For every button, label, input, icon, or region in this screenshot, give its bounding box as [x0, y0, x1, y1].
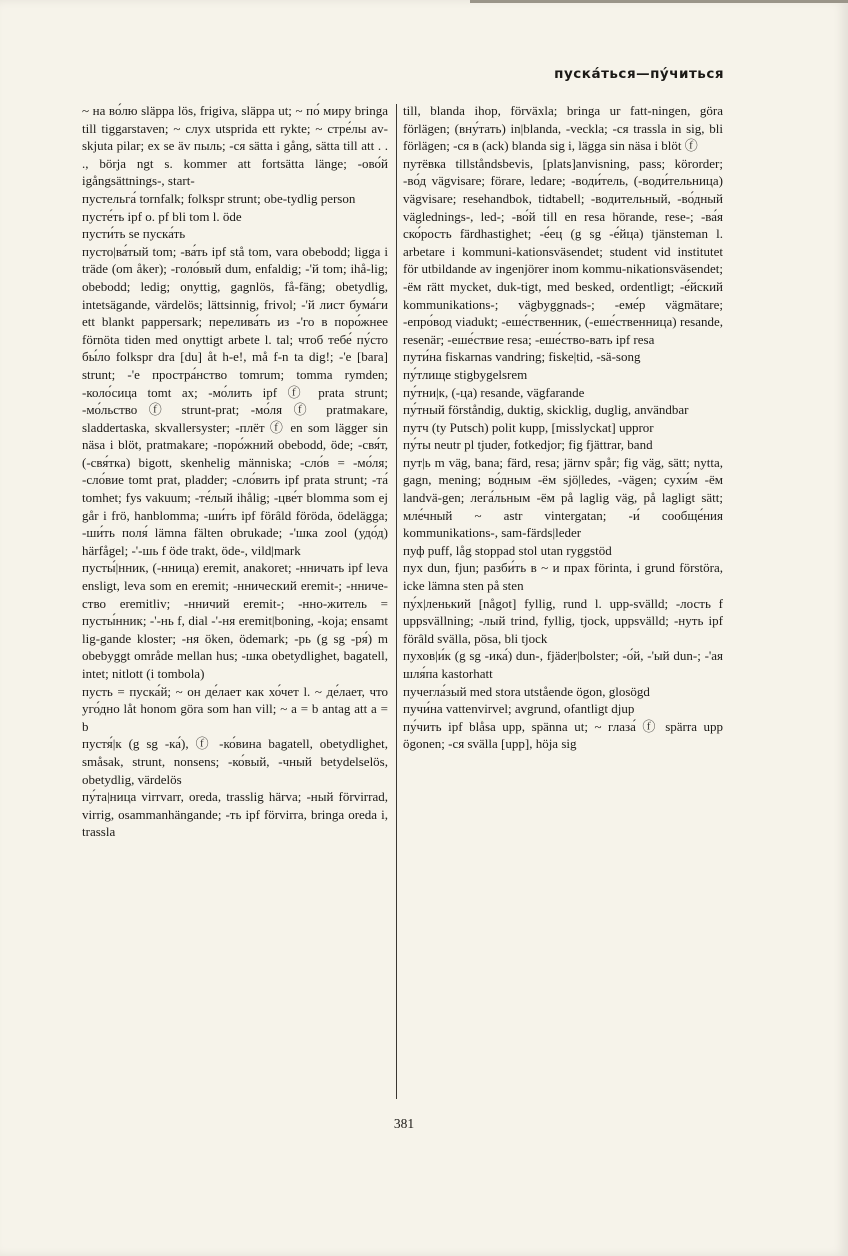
dictionary-entry: пусте́ть ipf o. pf bli tom l. öde — [82, 208, 242, 224]
dictionary-entry: путч (ty Putsch) polit kupp, [misslyckat] uppror — [403, 419, 654, 435]
dictionary-entry: пустя́|к (g sg -ка́), ⓕ -ко́вина bagatell, obetydlighet, småsak, strunt, nonsens; -ко́вый, -чный betydelselös, obetydlig, värdelös — [82, 736, 388, 787]
dictionary-entry: пу́х|ленький [något] fyllig, rund l. upp-svälld; -лость f uppsvällning; -лый trind, fyllig, tjock, uppsvälld; -нуть ipf förâld svälla, pösa, bli tjock — [403, 595, 723, 646]
dictionary-entry: пустельга́ tornfalk; folkspr strunt; obe-tydlig person — [82, 190, 356, 206]
page-top-edge — [470, 0, 848, 3]
dictionary-entry: пух dun, fjun; разби́ть в ~ и прах förinta, i grund förstöra, icke lämna sten på sten — [403, 560, 723, 594]
running-head: пуска́ться—пу́читься — [554, 66, 724, 82]
dictionary-entry: пусты́|нник, (-нница) eremit, anakoret; -нничать ipf leva ensligt, leva som en eremit; -ннический eremit-; -нниче-ство eremitliv; -нничий eremit-; -нно-житель = пусты́нник; -'-нь f, dial -'-ня eremit|boning, -koja; ensamt lig-gande kloster; -ня öken, ödemark; -рь (g sg -ря́) m obebyggt område mellan hus; -шка obetydlighet, bagatell, intet; nitlott (i tombola) — [82, 560, 388, 681]
left-column — [82, 102, 388, 841]
dictionary-entry: пу́ты neutr pl tjuder, fotkedjor; fig fjättrar, band — [403, 437, 653, 453]
right-column — [403, 102, 723, 753]
column-divider — [396, 104, 397, 1099]
dictionary-entry: пу́чить ipf blåsa upp, spänna ut; ~ глаза́ ⓕ spärra upp ögonen; -ся svälla [upp], höja sig — [403, 718, 723, 752]
dictionary-entry: till, blanda ihop, förväxla; bringa ur fatt-ningen, göra förlägen; (вну́тать) in|blanda, -veckla; -ся trassla in sig, bli förlägen; -ся в (ack) blanda sig i, lägga sin näsa i blöt ⓕ — [403, 103, 723, 154]
dictionary-entry: пучи́на vattenvirvel; avgrund, ofantligt djup — [403, 701, 635, 717]
dictionary-entry: пусти́ть se пуска́ть — [82, 226, 186, 242]
page-number: 381 — [393, 1116, 415, 1131]
dictionary-entry: ~ на во́лю släppa lös, frigiva, släppa ut; ~ по́ миру bringa till tiggarstaven; ~ слух utsprida ett rykte; ~ стре́лы av-skjuta pilar; ex se äv пыль; -ся sätta i gång, sätta till att . . ., börja ngt s. kommer att fortsätta länge; -ово́й igångsättnings-, start- — [82, 103, 388, 189]
dictionary-entry: пуф puff, låg stoppad stol utan ryggstöd — [403, 542, 612, 558]
dictionary-entry: пусть = пуска́й; ~ он де́лает как хо́чет l. ~ де́лает, что уго́дно låt honom göra som han vill; ~ a = b antag att a = b — [82, 683, 388, 734]
dictionary-entry: пу́тлище stigbygelsrem — [403, 366, 528, 382]
dictionary-entry: пут|ь m väg, bana; färd, resa; järnv spår; fig väg, sätt; nytta, gagn, mening; во́дным -ём sjö|ledes, -vägen; сухи́м -ём landvä-gen; лега́льным -ём på laglig väg, på lagligt sätt; мле́чный ~ astr vintergatan; -и́ сообще́ния kommunikations-, sam-färds|leder — [403, 454, 723, 541]
dictionary-entry: пути́на fiskarnas vandring; fiske|tid, -sä-song — [403, 349, 641, 365]
dictionary-entry: пу́та|ница virrvarr, oreda, trasslig härva; -ный förvirrad, virrig, osammanhängande; -ть ipf förvirra, bringa oreda i, trassla — [82, 789, 388, 840]
dictionary-entry: пусто|ва́тый tom; -ва́ть ipf stå tom, vara obebodd; ligga i träde (om åker); -голо́вый dum, enfaldig; -'й tom; ihå-lig; obebodd; ledig; onyttig, gagnlös, få-fäng; obetydlig, intetsägande, värdelös; lättsinnig, frivol; -'й лист бума́ги ett blankt pappersark; перелива́ть из -'го в поро́жнее förnöta tiden med onyttigt arbete l. tal; чтоб тебе́ пу́сто бы́ло folkspr dra [du] åt h-e!, må f-n ta dig!; -'е [bara] strunt; -'е простра́нство tomrum; tomma rymden; -коло́сица tomt ax; -мо́лить ipf ⓕ prata strunt; -мо́льство ⓕ strunt-prat; -мо́ля ⓕ pratmakare, sladdertaska, skvallersyster; -плёт ⓕ en som lägger sin näsa i blöt, pratmakare; -поро́жний obebodd, öde; -свя́т, (-свя́тка) bigott, skenhelig människa; -сло́в = -мо́ля; -сло́вие tomt prat, pladder; -сло́вить ipf prata strunt; -та́ tomhet; fys vakuum; -те́лый ihålig; -цве́т blomma som ej går i frö, hanblomma; -ши́ть ipf förâld föröda, ödelägga; -ши́ть поля́ lämna fälten obrukade; -'шка zool (удо́д) härfågel; -'-шь f öde trakt, öde-, vild|mark — [82, 243, 388, 558]
dictionary-entry: пухов|и́к (g sg -ика́) dun-, fjäder|bolster; -о́й, -'ый dun-; -'ая шля́па kastorhatt — [403, 648, 723, 681]
dictionary-entry: пу́тный förståndig, duktig, skicklig, duglig, användbar — [403, 402, 689, 418]
dictionary-entry: пу́тни|к, (-ца) resande, vägfarande — [403, 384, 585, 400]
dictionary-entry: путёвка tillståndsbevis, [plats]anvisning, pass; körorder; -во́д vägvisare; förare, ledare; -води́тель, (-води́тельница) vägvisare; resehandbok, tidtabell; -водительный, -во́дный väglednings-, led-; -во́й till en resa hörande, rese-; -ва́я ско́рость färdhastighet; -е́ец (g sg -е́йца) tjänsteman l. arbetare i kommuni-kationsväsendet; student vid institutet för utbildande av ingenjörer inom kommu-nikationsväsendet; -ём rätt mycket, duk-tigt, med besked, ordentligt; -е́йский kommunikations-; vägbyggnads-; -еме́р vägmätare; -епро́вод viadukt; -еше́ственник, (-еше́ственница) resande, resenär; -еше́ствие resa; -еше́ство-вать ipf resa — [403, 155, 723, 347]
dictionary-entry: пучегла́зый med stora utstående ögon, glosögd — [403, 683, 650, 699]
